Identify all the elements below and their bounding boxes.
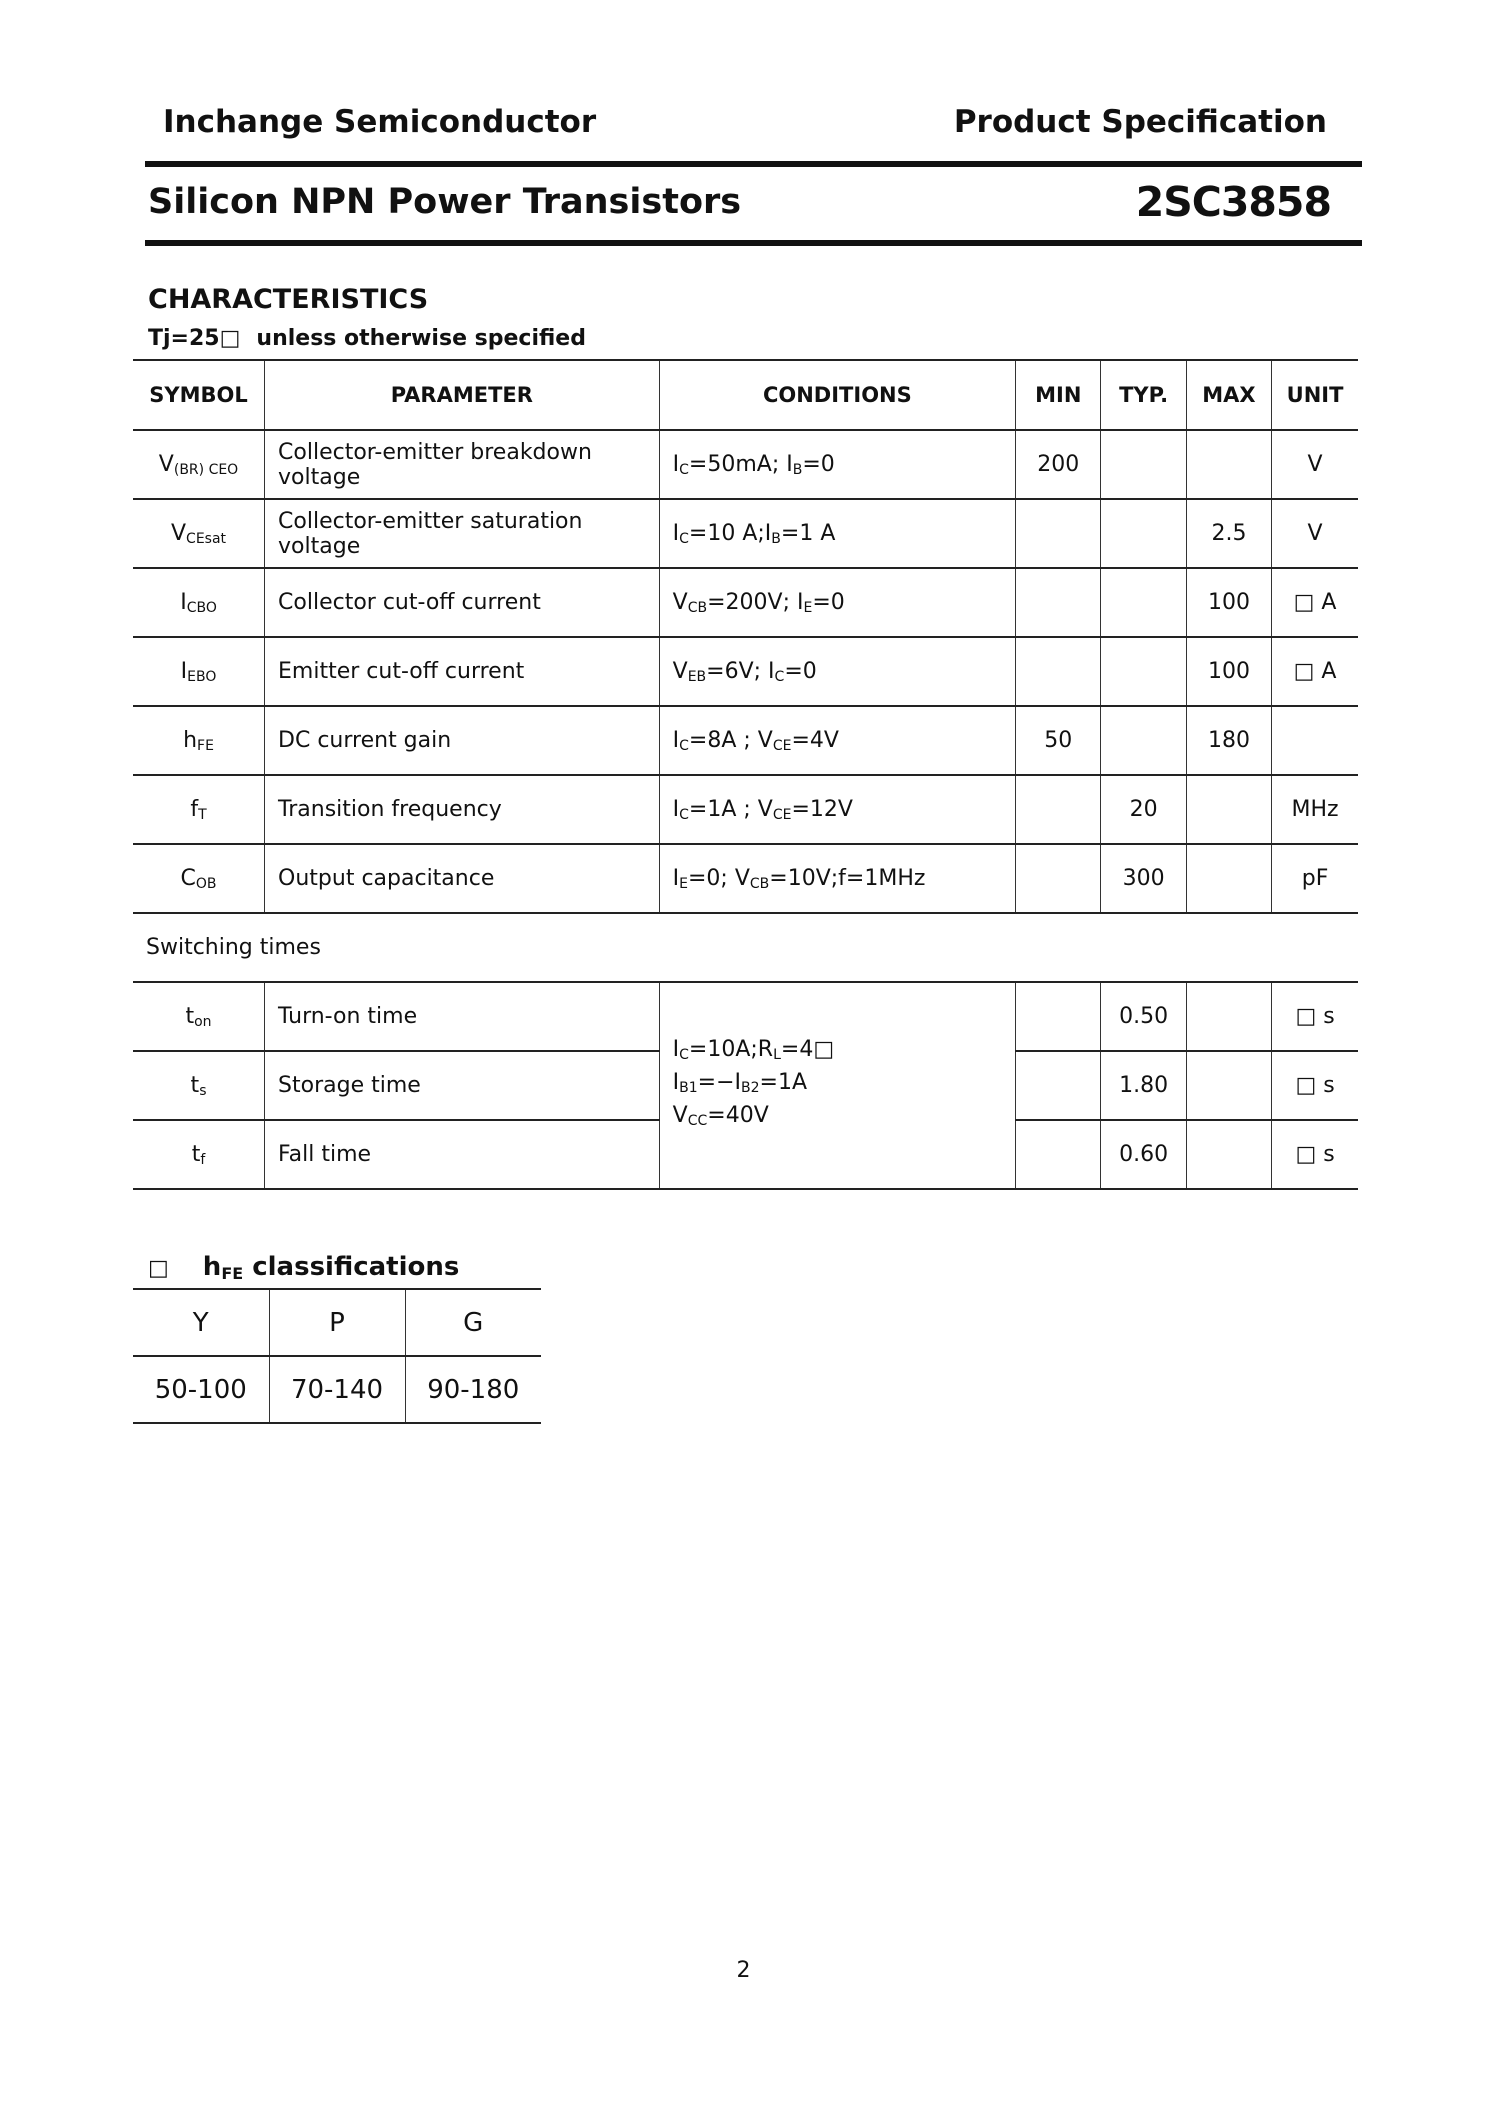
table-row — [133, 844, 1358, 913]
conditions-cell: $I_C=1A$ ; $V_{CE}=12V$ — [659, 775, 1015, 844]
typ-cell — [1101, 430, 1186, 499]
symbol-cell: $t_f$ — [133, 1120, 265, 1189]
parameter-cell: Collector cut-off current — [265, 568, 660, 637]
hfe-classification-table — [133, 1288, 541, 1424]
document-title: Silicon NPN Power Transistors — [148, 182, 742, 222]
typ-cell: 0.60 — [1101, 1120, 1186, 1189]
unit-cell — [1272, 706, 1358, 775]
min-cell — [1016, 1120, 1101, 1189]
unit-cell: MHz — [1272, 775, 1358, 844]
max-cell: 100 — [1186, 637, 1271, 706]
typ-cell — [1101, 499, 1186, 568]
table-row — [133, 430, 1358, 499]
max-cell: 2.5 — [1186, 499, 1271, 568]
table-row — [133, 706, 1358, 775]
table-row — [133, 499, 1358, 568]
typ-cell: 0.50 — [1101, 982, 1186, 1051]
conditions-cell: $I_C=50mA$; $I_B=0$ — [659, 430, 1015, 499]
document-type: Product Specification — [953, 104, 1327, 140]
min-cell — [1016, 568, 1101, 637]
max-cell — [1186, 844, 1271, 913]
header-symbol: SYMBOL — [133, 360, 265, 430]
unit-cell: V — [1272, 499, 1358, 568]
switching-conditions-cell: $I_C=10A;R_L=4□$ $I_{B1}=-I_{B2}=1A$ $V_{CC}=40V$ — [659, 982, 1015, 1189]
hfe-header-p: P — [269, 1289, 405, 1356]
symbol-cell: $I_{CBO}$ — [133, 568, 265, 637]
degree-symbol: □ — [219, 326, 241, 351]
unit-cell: □ A — [1272, 637, 1358, 706]
parameter-cell: DC current gain — [265, 706, 660, 775]
typ-cell: 300 — [1101, 844, 1186, 913]
parameter-cell: Collector-emitter saturation voltage — [265, 499, 660, 568]
parameter-cell: Output capacitance — [265, 844, 660, 913]
unit-cell: □ s — [1272, 1051, 1358, 1120]
hfe-value-p: 70-140 — [269, 1356, 405, 1423]
unit-cell: □ A — [1272, 568, 1358, 637]
table-row — [133, 1356, 541, 1423]
parameter-cell: Emitter cut-off current — [265, 637, 660, 706]
min-cell: 200 — [1016, 430, 1101, 499]
symbol-cell: $V_{CEsat}$ — [133, 499, 265, 568]
table-row — [133, 568, 1358, 637]
conditions-cell: $I_C=8A$ ; $V_{CE}=4V$ — [659, 706, 1015, 775]
section-condition — [148, 326, 586, 351]
header-rule-top — [145, 161, 1362, 167]
hfe-value-g: 90-180 — [405, 1356, 541, 1423]
max-cell: 180 — [1186, 706, 1271, 775]
table-row — [133, 982, 1358, 1051]
header-conditions: CONDITIONS — [659, 360, 1015, 430]
unit-cell: □ s — [1272, 982, 1358, 1051]
symbol-cell: $I_{EBO}$ — [133, 637, 265, 706]
typ-cell: 1.80 — [1101, 1051, 1186, 1120]
max-cell — [1186, 1120, 1271, 1189]
hfe-classifications-title: □ $h_{FE}$ classifications — [148, 1252, 460, 1283]
parameter-cell: Transition frequency — [265, 775, 660, 844]
header-unit: UNIT — [1272, 360, 1358, 430]
max-cell: 100 — [1186, 568, 1271, 637]
symbol-cell: $f_T$ — [133, 775, 265, 844]
typ-cell — [1101, 706, 1186, 775]
switching-times-label: Switching times — [133, 913, 1358, 982]
unit-cell: □ s — [1272, 1120, 1358, 1189]
header-typ: TYP. — [1101, 360, 1186, 430]
unit-cell: pF — [1272, 844, 1358, 913]
parameter-cell: Collector-emitter breakdown voltage — [265, 430, 660, 499]
symbol-cell: $C_{OB}$ — [133, 844, 265, 913]
symbol-cell: $V_{(BR) CEO}$ — [133, 430, 265, 499]
min-cell — [1016, 1051, 1101, 1120]
part-number: 2SC3858 — [1135, 178, 1331, 226]
max-cell — [1186, 1051, 1271, 1120]
conditions-cell: $V_{CB}=200V$; $I_E=0$ — [659, 568, 1015, 637]
page-number: 2 — [736, 1958, 751, 1983]
max-cell — [1186, 775, 1271, 844]
condition-prefix: Tj=25 — [148, 326, 220, 351]
hfe-value-y: 50-100 — [133, 1356, 269, 1423]
typ-cell — [1101, 568, 1186, 637]
max-cell — [1186, 430, 1271, 499]
min-cell — [1016, 499, 1101, 568]
table-row — [133, 637, 1358, 706]
condition-suffix: unless otherwise specified — [256, 326, 586, 351]
min-cell — [1016, 637, 1101, 706]
hfe-header-y: Y — [133, 1289, 269, 1356]
conditions-cell: $I_E=0$; $V_{CB}=10V;f=1MHz$ — [659, 844, 1015, 913]
min-cell — [1016, 844, 1101, 913]
symbol-cell: $t_{on}$ — [133, 982, 265, 1051]
header-rule-bottom — [145, 240, 1362, 246]
characteristics-table — [133, 359, 1358, 1190]
unit-cell: V — [1272, 430, 1358, 499]
typ-cell: 20 — [1101, 775, 1186, 844]
symbol-cell: $t_s$ — [133, 1051, 265, 1120]
min-cell: 50 — [1016, 706, 1101, 775]
parameter-cell: Turn-on time — [265, 982, 660, 1051]
max-cell — [1186, 982, 1271, 1051]
min-cell — [1016, 982, 1101, 1051]
section-title: CHARACTERISTICS — [148, 284, 429, 315]
min-cell — [1016, 775, 1101, 844]
table-row — [133, 775, 1358, 844]
conditions-cell: $V_{EB}=6V$; $I_C=0$ — [659, 637, 1015, 706]
header-max: MAX — [1186, 360, 1271, 430]
company-name: Inchange Semiconductor — [163, 104, 597, 140]
symbol-cell: $h_{FE}$ — [133, 706, 265, 775]
typ-cell — [1101, 637, 1186, 706]
header-min: MIN — [1016, 360, 1101, 430]
table-header-row — [133, 360, 1358, 430]
switching-times-row — [133, 913, 1358, 982]
hfe-header-g: G — [405, 1289, 541, 1356]
bullet-icon: □ — [148, 1256, 169, 1281]
table-row — [133, 1289, 541, 1356]
header-parameter: PARAMETER — [265, 360, 660, 430]
conditions-cell: $I_C=10$ $A;I_B=1$ A — [659, 499, 1015, 568]
parameter-cell: Fall time — [265, 1120, 660, 1189]
parameter-cell: Storage time — [265, 1051, 660, 1120]
